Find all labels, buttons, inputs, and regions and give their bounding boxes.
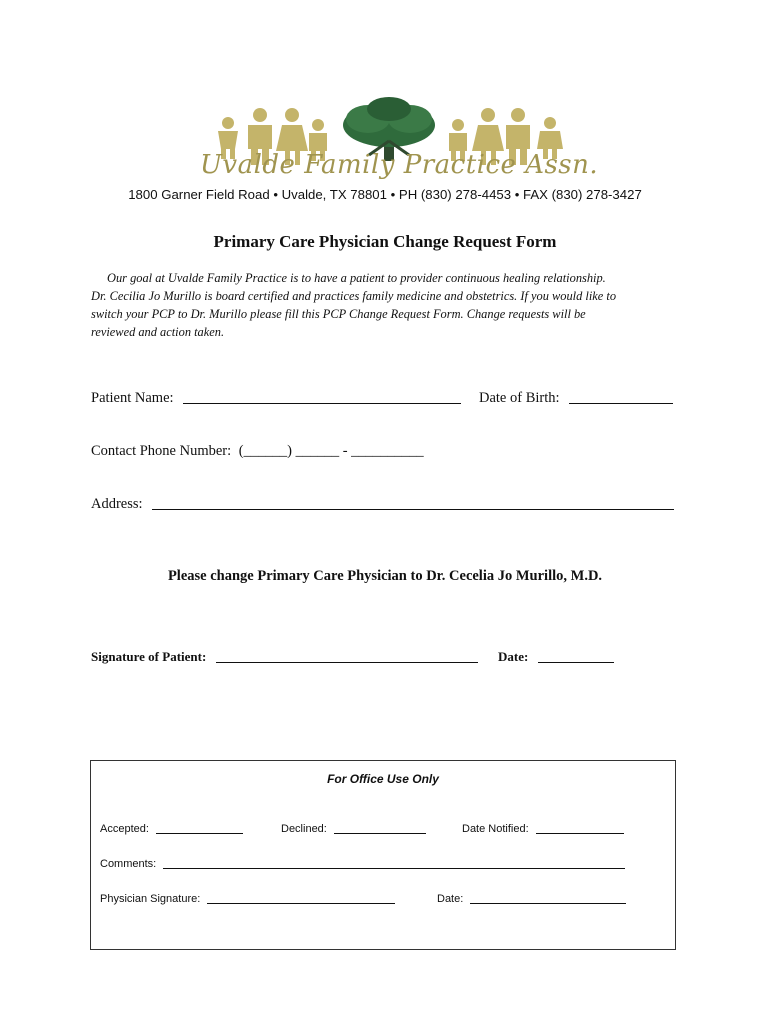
physician-date-field[interactable] bbox=[470, 902, 626, 904]
intro-line: Our goal at Uvalde Family Practice is to have a patient to provider continuous healing relationship. bbox=[107, 271, 606, 285]
declined-field[interactable] bbox=[334, 832, 426, 834]
date-notified-label: Date Notified: bbox=[462, 823, 529, 835]
patient-name-label: Patient Name: bbox=[91, 390, 174, 406]
accepted-label: Accepted: bbox=[100, 823, 149, 835]
intro-line: Dr. Cecilia Jo Murillo is board certified and practices family medicine and obstetrics. If you would like to bbox=[91, 289, 617, 303]
dob-label: Date of Birth: bbox=[479, 390, 560, 406]
phone-label: Contact Phone Number: bbox=[91, 443, 232, 459]
date-notified-row bbox=[462, 823, 624, 835]
intro-line: reviewed and action taken. bbox=[91, 325, 225, 339]
physician-signature-label: Physician Signature: bbox=[100, 893, 201, 905]
patient-date-label: Date: bbox=[498, 649, 529, 664]
dob-field[interactable] bbox=[569, 402, 673, 404]
patient-name-row bbox=[91, 390, 461, 407]
intro-paragraph bbox=[91, 269, 681, 341]
office-use-title: For Office Use Only bbox=[327, 772, 439, 786]
patient-date-row bbox=[498, 649, 614, 665]
physician-signature-field[interactable] bbox=[207, 902, 395, 904]
accepted-field[interactable] bbox=[156, 832, 243, 834]
accepted-row bbox=[100, 823, 243, 835]
form-title: Primary Care Physician Change Request Form bbox=[213, 232, 557, 251]
patient-signature-row bbox=[91, 649, 478, 665]
office-use-box bbox=[90, 760, 676, 950]
address-label: Address: bbox=[91, 496, 143, 512]
dob-row bbox=[479, 390, 673, 407]
intro-line: switch your PCP to Dr. Murillo please fill this PCP Change Request Form. Change requests will be bbox=[91, 307, 586, 321]
comments-field[interactable] bbox=[163, 867, 625, 869]
comments-row bbox=[100, 858, 625, 870]
patient-signature-field[interactable] bbox=[216, 661, 478, 663]
declined-row bbox=[281, 823, 426, 835]
address-row bbox=[91, 496, 674, 513]
physician-date-label: Date: bbox=[437, 893, 464, 905]
patient-date-field[interactable] bbox=[538, 661, 614, 663]
phone-row bbox=[91, 443, 424, 460]
date-notified-field[interactable] bbox=[536, 832, 624, 834]
address-field[interactable] bbox=[152, 508, 674, 510]
patient-name-field[interactable] bbox=[183, 402, 461, 404]
declined-label: Declined: bbox=[281, 823, 327, 835]
brand-name: Uvalde Family Practice Assn. bbox=[200, 150, 599, 180]
phone-field[interactable]: (______) ______ - __________ bbox=[238, 443, 424, 459]
physician-date-row bbox=[437, 893, 626, 905]
practice-logo bbox=[200, 95, 599, 195]
comments-label: Comments: bbox=[100, 858, 157, 870]
address-line: 1800 Garner Field Road • Uvalde, TX 78801 • PH (830) 278-4453 • FAX (830) 278-3427 bbox=[128, 187, 642, 202]
physician-signature-row bbox=[100, 893, 395, 905]
patient-signature-label: Signature of Patient: bbox=[91, 649, 207, 664]
change-statement: Please change Primary Care Physician to Dr. Cecelia Jo Murillo, M.D. bbox=[167, 568, 603, 584]
